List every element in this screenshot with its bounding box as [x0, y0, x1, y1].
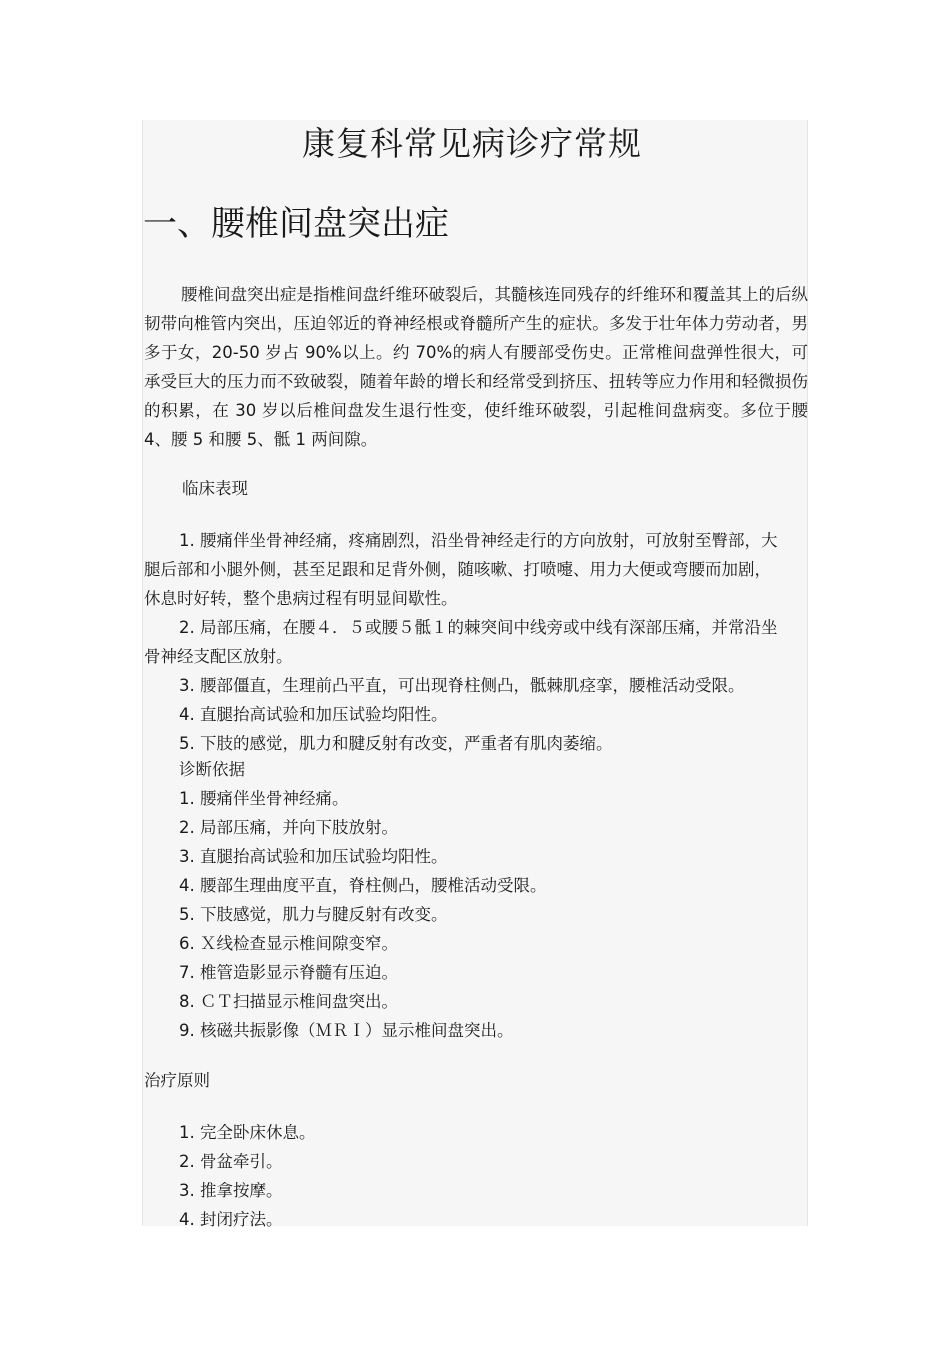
treatment-list [179, 1118, 316, 1234]
list-item: 6. Ｘ线检查显示椎间隙变窄。 [179, 934, 398, 953]
list-item: 1. 完全卧床休息。 [179, 1123, 316, 1142]
treatment-label: 治疗原则 [144, 1071, 210, 1090]
list-item: 3. 推拿按摩。 [179, 1181, 283, 1200]
list-item: 1. 腰痛伴坐骨神经痛。 [179, 789, 349, 808]
list-item: 2. 局部压痛，并向下肢放射。 [179, 818, 398, 837]
document-title: 康复科常见病诊疗常规 [302, 124, 642, 163]
list-item: 5. 下肢感觉，肌力与腱反射有改变。 [179, 905, 448, 924]
clinical-list [144, 526, 784, 758]
list-item: 2. 骨盆牵引。 [179, 1152, 283, 1171]
clinical-label: 临床表现 [182, 479, 248, 498]
list-item: 4. 直腿抬高试验和加压试验均阳性。 [179, 705, 448, 724]
list-item: 8. ＣＴ扫描显示椎间盘突出。 [179, 992, 398, 1011]
list-item: 3. 直腿抬高试验和加压试验均阳性。 [179, 847, 448, 866]
diagnosis-label: 诊断依据 [179, 760, 245, 779]
list-item: 4. 封闭疗法。 [179, 1210, 283, 1229]
section-heading: 一、腰椎间盘突出症 [143, 204, 449, 244]
list-item: 1. 腰痛伴坐骨神经痛，疼痛剧烈，沿坐骨神经走行的方向放射，可放射至臀部，大腿后部和小腿外侧，甚至足跟和足背外侧，随咳嗽、打喷嚏、用力大便或弯腰而加剧，休息时好转，整个患病过程有明显间歇性。 [144, 531, 778, 608]
list-item: 3. 腰部僵直，生理前凸平直，可出现脊柱侧凸，骶棘肌痉挛，腰椎活动受限。 [179, 676, 745, 695]
list-item: 7. 椎管造影显示脊髓有压迫。 [179, 963, 398, 982]
list-item: 9. 核磁共振影像（ＭＲＩ）显示椎间盘突出。 [179, 1021, 514, 1040]
list-item: 2. 局部压痛，在腰４．５或腰５骶１的棘突间中线旁或中线有深部压痛，并常沿坐骨神经支配区放射。 [144, 618, 778, 666]
diagnosis-list [179, 784, 547, 1045]
list-item: 4. 腰部生理曲度平直，脊柱侧凸，腰椎活动受限。 [179, 876, 547, 895]
list-item: 5. 下肢的感觉，肌力和腱反射有改变，严重者有肌肉萎缩。 [179, 734, 613, 753]
intro-paragraph: 腰椎间盘突出症是指椎间盘纤维环破裂后，其髓核连同残存的纤维环和覆盖其上的后纵韧带向椎管内突出，压迫邻近的脊神经根或脊髓所产生的症状。多发于壮年体力劳动者，男多于女，20-50 岁占 90%以上。约 70%的病人有腰部受伤史。正常椎间盘弹性很大，可承受巨大的压力而不致破裂，随着年龄的增长和经常受到挤压、扭转等应力作用和轻微损伤的积累，在 30 岁以后椎间盘发生退行性变，使纤维环破裂，引起椎间盘病变。多位于腰 4、腰 5 和腰 5、骶 1 两间隙。 [144, 285, 808, 449]
